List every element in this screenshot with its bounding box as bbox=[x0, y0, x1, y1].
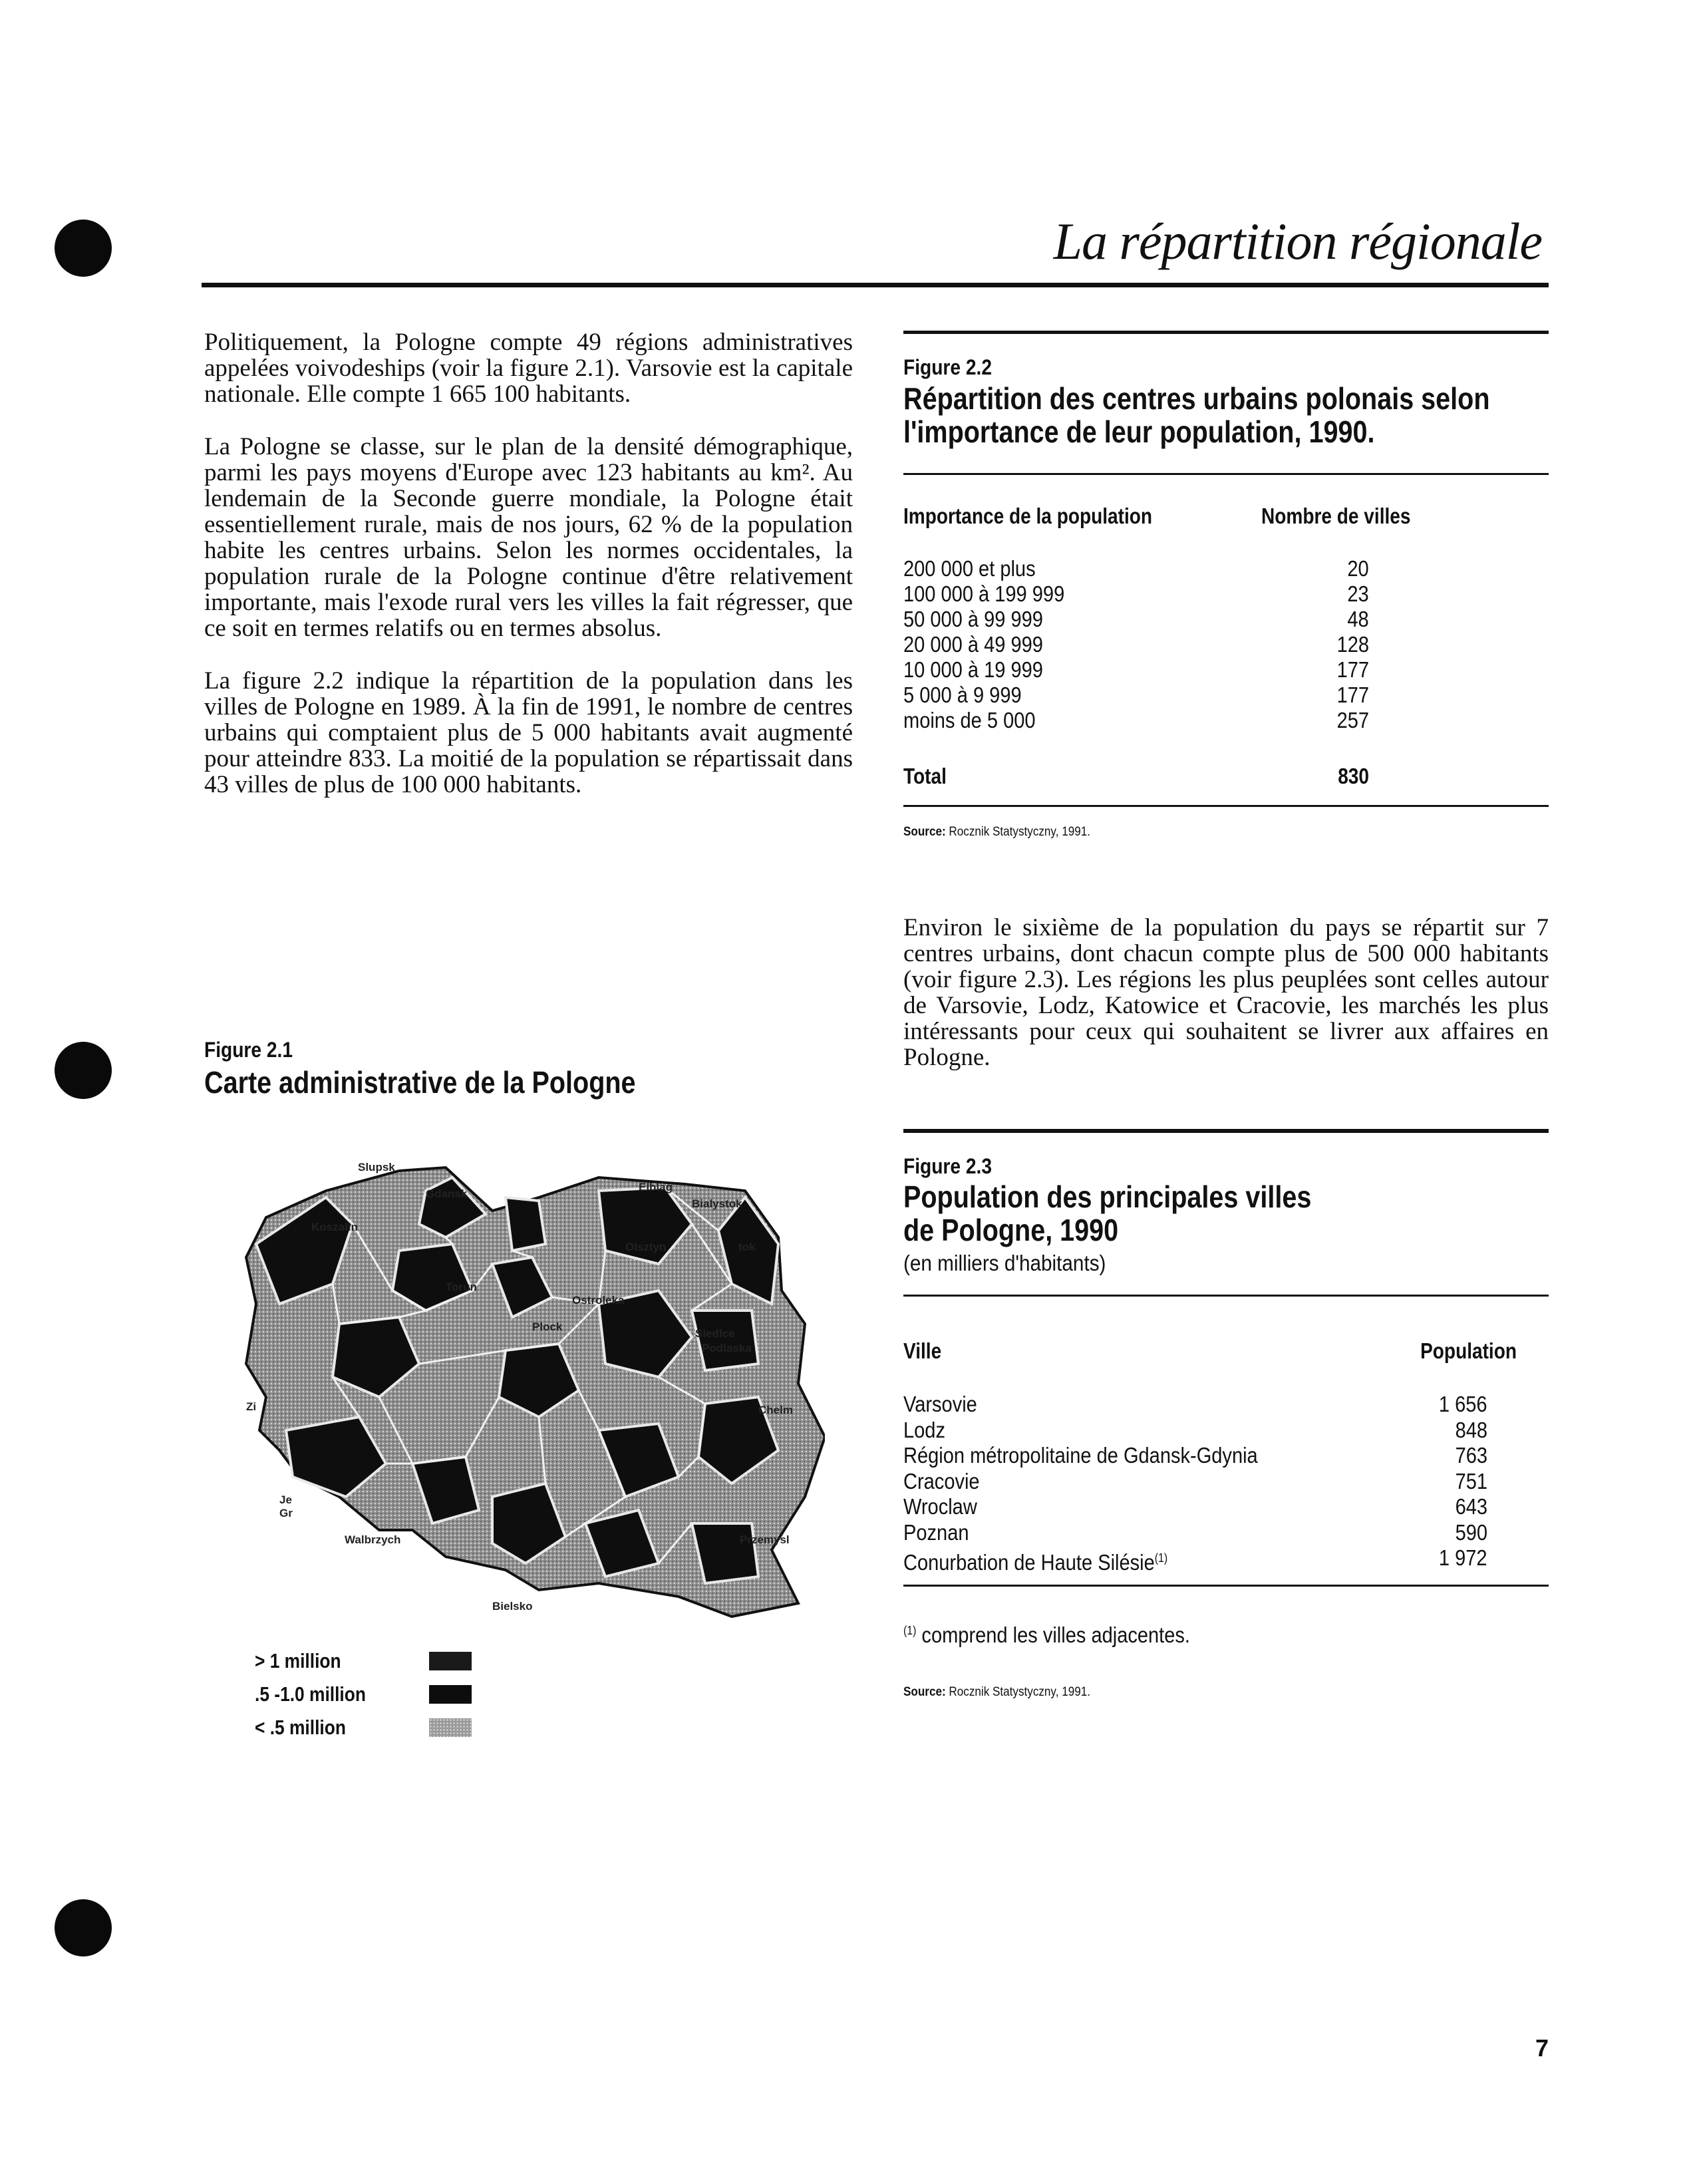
population-cell: 643 bbox=[1455, 1494, 1487, 1519]
map-label-gdansk: Gdansk bbox=[426, 1187, 468, 1200]
punch-hole-bottom bbox=[55, 1899, 112, 1956]
table-row bbox=[903, 657, 1369, 683]
figure-2-2-top-rule bbox=[903, 331, 1549, 334]
figure-2-2-col-header-count: Nombre de villes bbox=[1261, 504, 1411, 528]
legend-swatch-half-to-1m bbox=[429, 1685, 472, 1704]
count-cell: 48 bbox=[1347, 607, 1369, 631]
count-cell: 177 bbox=[1336, 683, 1369, 707]
figure-2-3-bottom-rule bbox=[903, 1585, 1549, 1587]
figure-2-2-title-line-2: l'importance de leur population, 1990. bbox=[903, 414, 1375, 449]
table-row bbox=[903, 1494, 1487, 1520]
table-row bbox=[903, 1418, 1487, 1444]
map-label-plock: Plock bbox=[532, 1321, 563, 1333]
map-label-przemysl: Przemysl bbox=[740, 1533, 790, 1546]
punch-hole-top bbox=[55, 220, 112, 277]
population-cell: 590 bbox=[1455, 1519, 1487, 1545]
figure-2-3-footnote bbox=[903, 1618, 1190, 1648]
table-row bbox=[903, 607, 1369, 632]
footnote-text: comprend les villes adjacentes. bbox=[921, 1623, 1190, 1647]
map-label-olsztyn: Olsztyn bbox=[625, 1241, 667, 1253]
legend-swatch-under-half-m bbox=[429, 1718, 472, 1737]
table-row bbox=[903, 1392, 1487, 1418]
region-rzeszow bbox=[692, 1523, 758, 1583]
figure-2-2-title-rule bbox=[903, 473, 1549, 475]
city-cell: Cracovie bbox=[903, 1468, 980, 1493]
table-row bbox=[903, 1520, 1487, 1546]
legend-swatch-over-1m bbox=[429, 1652, 472, 1670]
figure-2-2-bottom-rule bbox=[903, 805, 1549, 807]
legend-label-under-half-m: < .5 million bbox=[255, 1716, 346, 1739]
map-label-walbrzych: Walbrzych bbox=[345, 1533, 401, 1546]
city-cell: Lodz bbox=[903, 1417, 945, 1442]
page-header-title: La répartition régionale bbox=[1053, 212, 1542, 270]
figure-2-1-label: Figure 2.1 bbox=[204, 1038, 293, 1062]
table-row bbox=[903, 1545, 1487, 1575]
map-label-tok: tok bbox=[738, 1241, 756, 1253]
figure-2-2-label: Figure 2.2 bbox=[903, 355, 993, 379]
footnote-ref: (1) bbox=[1154, 1551, 1168, 1565]
paragraph-distribution: La figure 2.2 indique la répartition de la population dans les villes de Pologne en 1989. À la fin de 1991, le nombre de centres urbains qui comptaient plus de 5 000 habitants avait augmenté pour atteindre 833. La moitié de la population se répartissait dans 43 villes de plus de 100 000 habitants. bbox=[204, 667, 853, 798]
poland-map bbox=[226, 1151, 825, 1656]
figure-2-2-col-header-range: Importance de la population bbox=[903, 504, 1153, 528]
map-label-torun: Torun bbox=[446, 1281, 477, 1293]
page-number: 7 bbox=[1535, 2034, 1549, 2062]
range-cell: 200 000 et plus bbox=[903, 556, 1036, 581]
city-cell: Région métropolitaine de Gdansk-Gdynia bbox=[903, 1443, 1258, 1468]
figure-2-3-subtitle: (en milliers d'habitants) bbox=[903, 1251, 1106, 1275]
count-cell: 128 bbox=[1336, 632, 1369, 657]
map-label-chelm: Chelm bbox=[758, 1404, 793, 1416]
paragraph-regions: Politiquement, la Pologne compte 49 régions administratives appelées voivodeships (voir la figure 2.1). Varsovie est la capitale nationale. Elle compte 1 665 100 habitants. bbox=[204, 329, 853, 408]
figure-2-2-title-line-1: Répartition des centres urbains polonais selon bbox=[903, 381, 1490, 416]
map-label-elblag: Elblag bbox=[639, 1181, 673, 1193]
table-row bbox=[903, 632, 1369, 657]
source-text: Rocznik Statystyczny, 1991. bbox=[949, 1685, 1091, 1699]
map-label-zi: Zi bbox=[246, 1400, 257, 1413]
city-cell bbox=[903, 1545, 1167, 1575]
figure-2-3-col-header-population: Population bbox=[1420, 1338, 1517, 1363]
figure-2-2-total-label: Total bbox=[903, 764, 947, 788]
city-cell: Poznan bbox=[903, 1519, 969, 1545]
paragraph-density: La Pologne se classe, sur le plan de la densité démographique, parmi les pays moyens d'Europe avec 123 habitants au km². Au lendemain de la Seconde guerre mondiale, la Pologne était essentiellement rurale, mais de nos jours, 62 % de la population habite les centres urbains. Selon les normes occidentales, la population rurale de la Pologne continue d'être relativement importante, mais l'exode rural vers les villes la fait régresser, que ce soit en termes relatifs ou en termes absolus. bbox=[204, 433, 853, 642]
range-cell: 20 000 à 49 999 bbox=[903, 632, 1043, 657]
figure-2-2-total-value: 830 bbox=[1338, 764, 1369, 788]
source-label: Source: bbox=[903, 825, 946, 839]
left-column bbox=[204, 329, 853, 798]
map-label-siedlce: Siedlce bbox=[695, 1327, 735, 1340]
figure-2-3-title-rule bbox=[903, 1295, 1549, 1297]
figure-2-1-title: Carte administrative de la Pologne bbox=[204, 1065, 636, 1100]
source-text: Rocznik Statystyczny, 1991. bbox=[949, 825, 1091, 839]
figure-2-3-label: Figure 2.3 bbox=[903, 1154, 993, 1178]
source-label: Source: bbox=[903, 1685, 946, 1699]
figure-2-3-rows bbox=[903, 1392, 1487, 1575]
population-cell: 1 656 bbox=[1439, 1392, 1487, 1416]
map-label-bialystok: Bialystok bbox=[692, 1197, 742, 1210]
range-cell: 50 000 à 99 999 bbox=[903, 607, 1043, 631]
figure-2-3-title-line-1: Population des principales villes bbox=[903, 1179, 1312, 1214]
population-cell: 848 bbox=[1455, 1417, 1487, 1442]
map-label-slupsk: Slupsk bbox=[358, 1161, 395, 1173]
table-row bbox=[903, 708, 1369, 733]
region-siedlce bbox=[692, 1311, 758, 1370]
population-cell: 751 bbox=[1455, 1468, 1487, 1493]
table-row bbox=[903, 581, 1369, 607]
range-cell: 10 000 à 19 999 bbox=[903, 657, 1043, 682]
map-label-ostroleka: Ostroleka bbox=[572, 1294, 625, 1307]
region-elblag bbox=[506, 1197, 545, 1251]
header-rule bbox=[202, 283, 1549, 287]
legend-label-over-1m: > 1 million bbox=[255, 1649, 341, 1672]
map-label-gr: Gr bbox=[279, 1507, 293, 1519]
figure-2-3-title-line-2: de Pologne, 1990 bbox=[903, 1213, 1119, 1247]
paragraph-principal-cities: Environ le sixième de la population du pays se répartit sur 7 centres urbains, dont chacun compte plus de 500 000 habitants (voir figure 2.3). Les régions les plus peuplées sont celles autour de Varsovie, Lodz, Katowice et Cracovie, les marchés les plus intéressants pour ceux qui souhaitent se livrer aux affaires en Pologne. bbox=[903, 914, 1549, 1071]
count-cell: 257 bbox=[1336, 708, 1369, 732]
table-row bbox=[903, 1469, 1487, 1495]
range-cell: moins de 5 000 bbox=[903, 708, 1036, 732]
map-label-podlaska: Podlaska bbox=[702, 1342, 752, 1354]
figure-2-3-top-rule bbox=[903, 1129, 1549, 1133]
legend-label-half-to-1m: .5 -1.0 million bbox=[255, 1682, 366, 1706]
range-cell: 100 000 à 199 999 bbox=[903, 581, 1065, 606]
city-cell: Varsovie bbox=[903, 1392, 977, 1416]
range-cell: 5 000 à 9 999 bbox=[903, 683, 1022, 707]
figure-2-2-source bbox=[903, 825, 1090, 840]
map-label-koszalin: Koszalin bbox=[311, 1221, 358, 1233]
figure-2-2-rows bbox=[903, 556, 1369, 733]
map-label-bielsko: Bielsko bbox=[492, 1600, 533, 1613]
count-cell: 20 bbox=[1347, 556, 1369, 581]
punch-hole-middle bbox=[55, 1042, 112, 1099]
figure-2-3-col-header-city: Ville bbox=[903, 1338, 942, 1363]
city-cell: Wroclaw bbox=[903, 1494, 977, 1519]
count-cell: 177 bbox=[1336, 657, 1369, 682]
figure-2-3-source bbox=[903, 1685, 1090, 1700]
table-row bbox=[903, 683, 1369, 708]
population-cell: 1 972 bbox=[1439, 1545, 1487, 1570]
city-name: Conurbation de Haute Silésie bbox=[903, 1550, 1155, 1575]
table-row bbox=[903, 1443, 1487, 1469]
population-cell: 763 bbox=[1455, 1443, 1487, 1468]
footnote-marker: (1) bbox=[903, 1624, 917, 1637]
map-label-je: Je bbox=[279, 1493, 292, 1506]
count-cell: 23 bbox=[1347, 581, 1369, 606]
table-row bbox=[903, 556, 1369, 581]
